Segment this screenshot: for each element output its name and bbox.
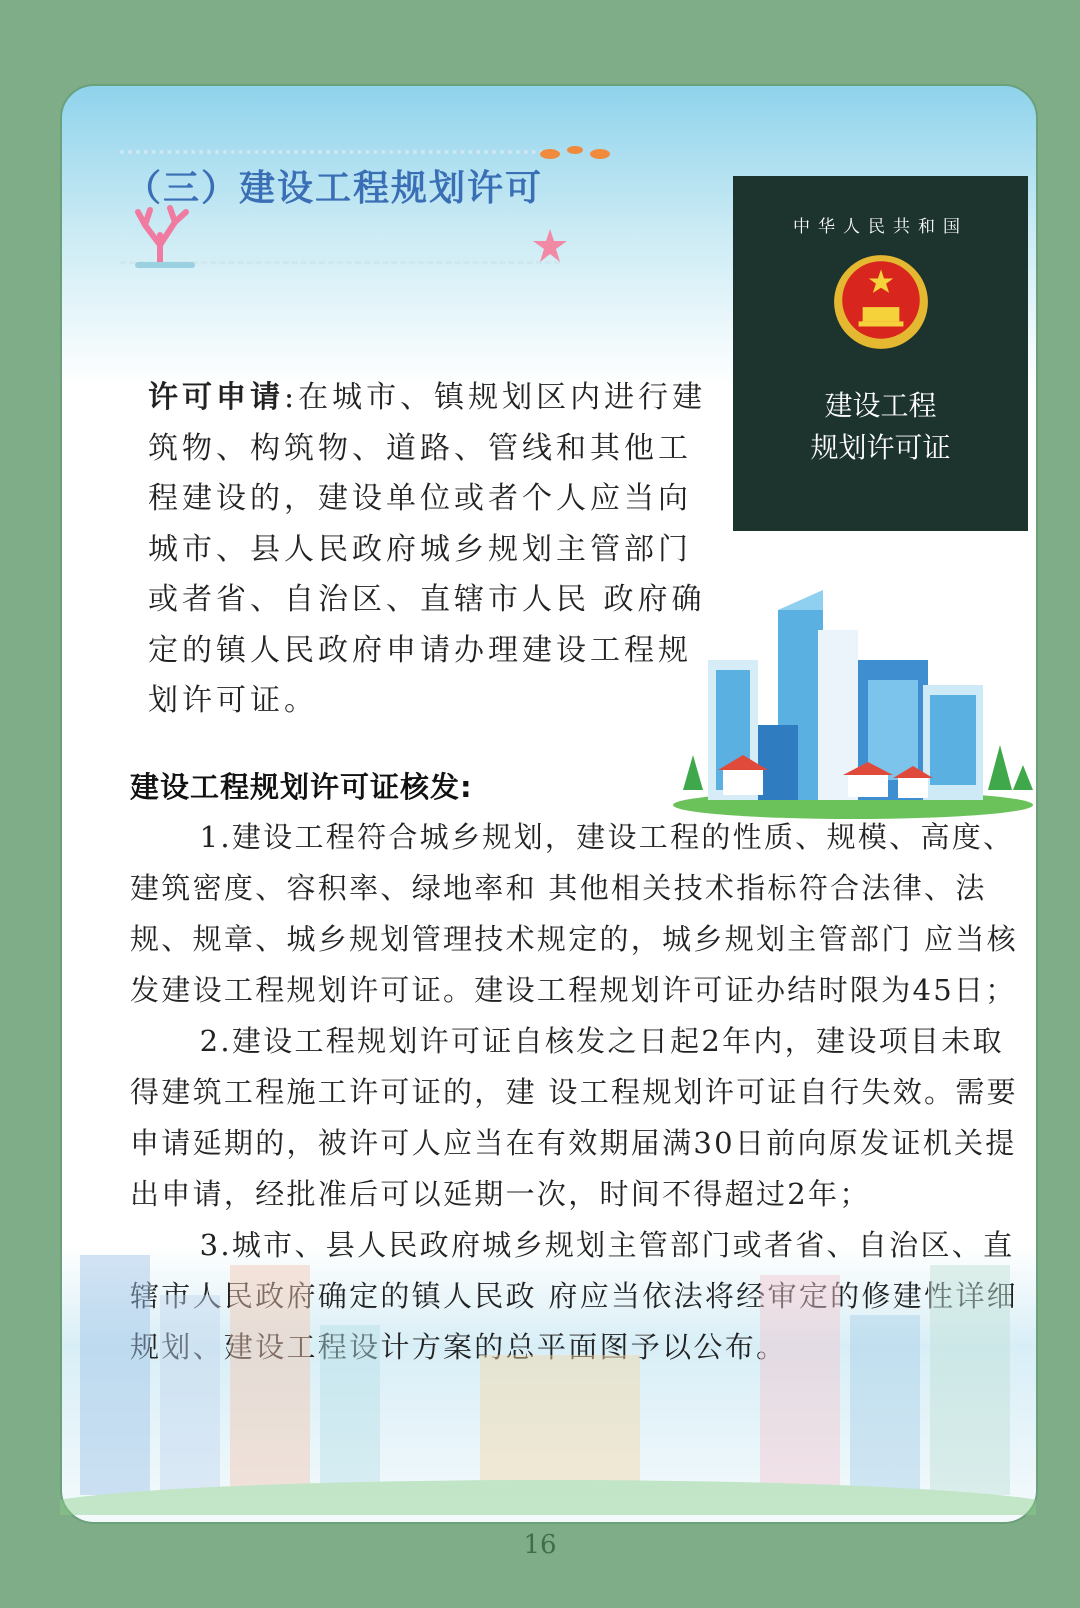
- issuance-item-1: 1.建设工程符合城乡规划，建设工程的性质、规模、高度、建筑密度、容积率、绿地率和 其他相关技术指标符合法律、法规、规章、城乡规划管理技术规定的，城乡规划主管部门 应当核发建设工程规划许可证。建设工程规划许可证办结时限为45日；: [130, 820, 1018, 1007]
- issuance-heading: 建设工程规划许可证核发:: [130, 770, 473, 804]
- national-emblem-icon: [830, 251, 932, 353]
- application-paragraph: [148, 373, 708, 727]
- certificate-country: 中华人民共和国: [793, 217, 968, 237]
- certificate-name-line1: 建设工程: [824, 389, 937, 422]
- issuance-item-3: 3.城市、县人民政府城乡规划主管部门或者省、自治区、直辖市人民政府确定的镇人民政 府应当依法将经审定的修建性详细规划、建设工程设计方案的总平面图予以公布。: [130, 1228, 1018, 1364]
- section-title: （三）建设工程规划许可: [125, 168, 544, 209]
- city-buildings-illustration: [668, 590, 1038, 820]
- application-text: :在城市、镇规划区内进行建筑物、构筑物、道路、管线和其他工程建设的，建设单位或者个人应当向城市、县人民政府城乡规划主管部门或者省、自治区、直辖市人民 政府确定的镇人民政府申请办理建设工程规划许可证。: [148, 380, 707, 718]
- certificate-name-line2: 规划许可证: [810, 431, 951, 464]
- starfish-icon: [530, 225, 570, 265]
- application-label: 许可申请: [148, 380, 284, 415]
- page-number: 16: [523, 1530, 557, 1560]
- issuance-item-2: 2.建设工程规划许可证自核发之日起2年内，建设项目未取得建筑工程施工许可证的，建 设工程规划许可证自行失效。需要申请延期的，被许可人应当在有效期届满30日前向原发证机关提出申请，经批准后可以延期一次，时间不得超过2年；: [130, 1024, 1018, 1211]
- city-skyline-background: [60, 1235, 1036, 1515]
- permit-certificate: [733, 176, 1028, 531]
